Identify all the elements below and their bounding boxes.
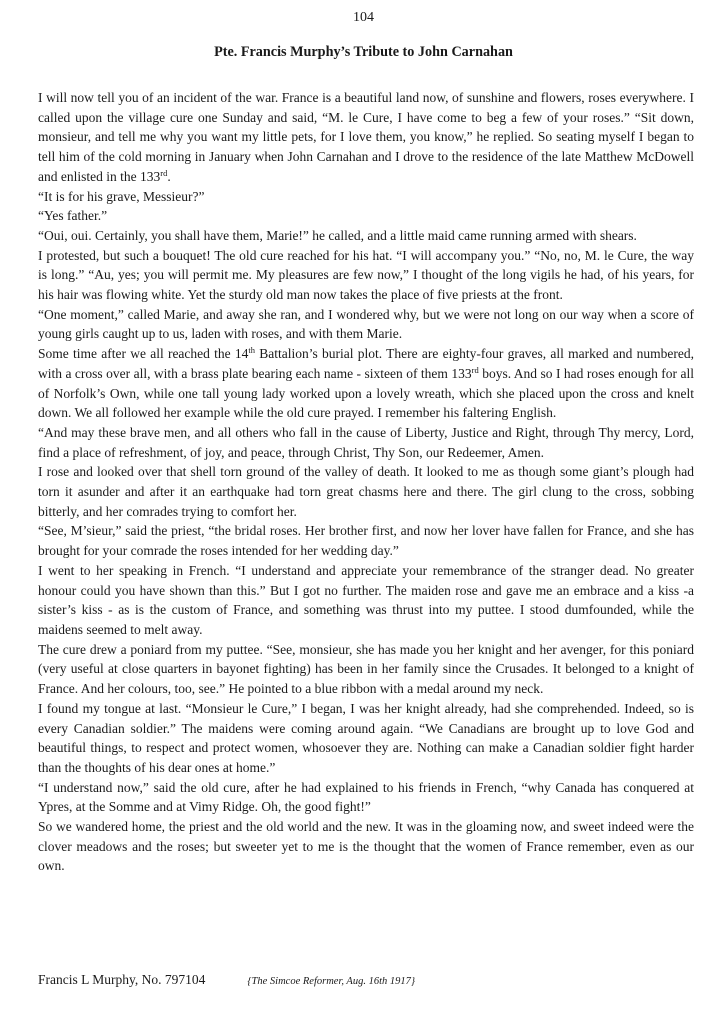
article-body [38, 88, 694, 876]
paragraph: I found my tongue at last. “Monsieur le Cure,” I began, I was her knight already, had she comprehended. Indeed, so is every Canadian soldier.” The maidens were coming around again. “We Canadians are brought up to love God and beautiful things, to respect and protect women, whosoever they are. Nothing can make a Canadian soldier fight harder than the thoughts of his dear ones at home.” [38, 700, 694, 775]
paragraph: “One moment,” called Marie, and away she ran, and I wondered why, but we were not long on our way when a score of young girls caught up to us, laden with roses, and with them Marie. [38, 306, 694, 342]
paragraph: I rose and looked over that shell torn ground of the valley of death. It looked to me as though some giant’s plough had torn it asunder and after it an earthquake had torn great chasms here and there. The girl clung to the cross, sobbing bitterly, and her comrades trying to comfort her. [38, 464, 694, 519]
paragraph: “I understand now,” said the old cure, after he had explained to his friends in French, “why Canada has conquered at Ypres, at the Somme and at Vimy Ridge. Oh, the good fight!” [38, 779, 694, 815]
paragraph: So we wandered home, the priest and the old world and the new. It was in the gloaming now, and sweet indeed were the clover meadows and the roses; but sweeter yet to me is the thought that the women of France remember, even as our own. [38, 819, 694, 874]
paragraph: Some time after we all reached the 14th Battalion’s burial plot. There are eighty-four graves, all marked and numbered, with a cross over all, with a brass plate bearing each name - sixteen of them 133rd boys. And so I had roses enough for all of Norfolk’s Own, while one tall young lady worked upon a lovely wreath, which she placed upon the cross and knelt down. We all followed her example while the old cure prayed. I remember his faltering English. [38, 345, 694, 421]
paragraph: I protested, but such a bouquet! The old cure reached for his hat. “I will accompany you.” “No, no, M. le Cure, the way is long.” “Au, yes; you will permit me. My pleasures are few now,” I thought of the long vigils he had, of his years, for his hair was flowing white. Yet the sturdy old man now takes the place of five priests at the front. [38, 247, 694, 303]
paragraph: “Oui, oui. Certainly, you shall have them, Marie!” he called, and a little maid came running armed with shears. [38, 227, 637, 243]
paragraph: “And may these brave men, and all others who fall in the cause of Liberty, Justice and Right, through Thy mercy, Lord, find a place of refreshment, of joy, and peace, through Christ, Thy Son, our Redeemer, Amen. [38, 424, 694, 460]
paragraph: The cure drew a poniard from my puttee. “See, monsieur, she has made you her knight and her avenger, for this poniard (very useful at close quarters in bayonet fighting) has been in her family since the Crusades. It belonged to a knight of France. And her colours, too, see.” He pointed to a blue ribbon with a medal around my neck. [38, 641, 694, 697]
signature-row [38, 970, 694, 992]
page-title: Pte. Francis Murphy’s Tribute to John Carnahan [214, 44, 513, 60]
page-number: 104 [353, 10, 374, 25]
source-citation: {The Simcoe Reformer, Aug. 16th 1917} [247, 976, 416, 987]
paragraph: “See, M’sieur,” said the priest, “the bridal roses. Her brother first, and now her lover have fallen for France, and she has brought for your comrade the roses intended for her wedding day.” [38, 523, 694, 559]
paragraph: I will now tell you of an incident of the war. France is a beautiful land now, of sunshine and flowers, roses everywhere. I called upon the village cure one Sunday and said, “M. le Cure, I have come to beg a few of your roses.” “Sit down, monsieur, and tell me why you want my little pets, for I love them, you know,” he replied. So seating myself I began to tell him of the cold morning in January when John Carnahan and I drove to the residence of the late Matthew McDowell and enlisted in the 133rd. [38, 90, 694, 184]
paragraph: “Yes father.” [38, 208, 108, 224]
paragraph: “It is for his grave, Messieur?” [38, 188, 205, 204]
paragraph: I went to her speaking in French. “I understand and appreciate your remembrance of the stranger dead. No greater honour could you have shown than this.” But I got no further. The maiden rose and gave me an embrace and a kiss -a sister’s kiss - as is the custom of France, and something was thrust into my puttee. I stood dumfounded, while the maidens seemed to melt away. [38, 562, 694, 637]
author-signature: Francis L Murphy, No. 797104 [38, 972, 206, 987]
